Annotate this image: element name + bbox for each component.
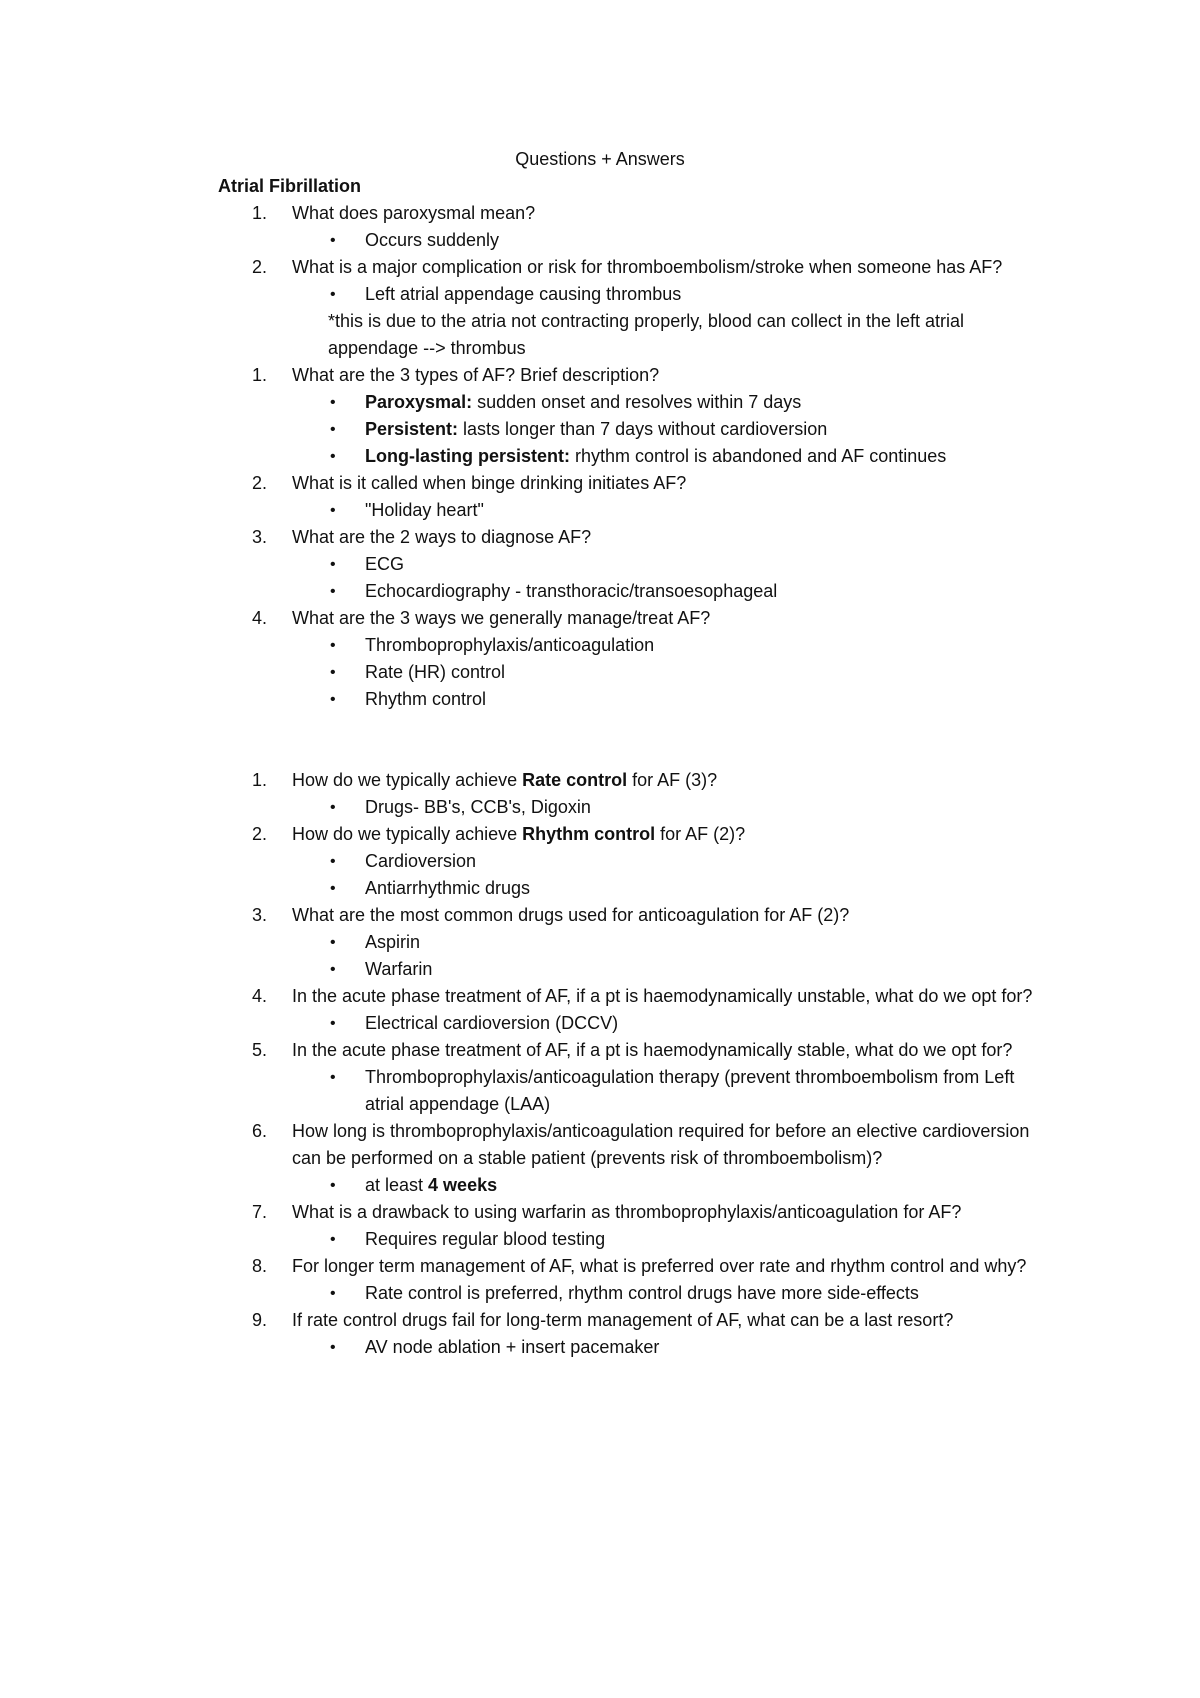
question-number: 2. — [252, 824, 268, 844]
question-item — [252, 200, 1052, 227]
question-item — [252, 524, 1052, 551]
question-item — [252, 1037, 1052, 1064]
bullet-icon: • — [330, 421, 336, 438]
answer-text: ECG — [365, 554, 405, 574]
answer-item — [330, 281, 1055, 308]
answer-text: Echocardiography - transthoracic/transoesophageal — [365, 581, 778, 601]
answer-term: Paroxysmal: — [365, 392, 473, 412]
answer-item — [330, 1064, 1055, 1118]
question-number: 2. — [252, 257, 268, 277]
bullet-icon: • — [330, 286, 336, 303]
bullet-icon: • — [330, 691, 336, 708]
question-number: 9. — [252, 1310, 268, 1330]
answer-item — [330, 659, 1055, 686]
question-item — [252, 1118, 1052, 1172]
document-title: Questions + Answers — [515, 149, 685, 169]
answer-item — [330, 389, 1055, 416]
question-number: 2. — [252, 473, 268, 493]
bullet-icon: • — [330, 232, 336, 249]
question-text: In the acute phase treatment of AF, if a pt is haemodynamically stable, what do we opt for? — [292, 1040, 1013, 1060]
question-text-end: for AF (2)? — [655, 824, 746, 844]
answer-text: Thromboprophylaxis/anticoagulation therapy (prevent thromboembolism from Left atrial appendage (LAA) — [365, 1067, 1015, 1114]
answer-text: Warfarin — [365, 959, 433, 979]
question-item — [252, 983, 1052, 1010]
answer-text: lasts longer than 7 days without cardioversion — [458, 419, 828, 439]
question-number: 1. — [252, 365, 268, 385]
question-text: What is a drawback to using warfarin as thromboprophylaxis/anticoagulation for AF? — [292, 1202, 962, 1222]
question-number: 8. — [252, 1256, 268, 1276]
bullet-icon: • — [330, 799, 336, 816]
bullet-icon: • — [330, 880, 336, 897]
question-emphasis: Rhythm control — [522, 824, 656, 844]
answer-text: Thromboprophylaxis/anticoagulation — [365, 635, 655, 655]
bullet-icon: • — [330, 1231, 336, 1248]
answer-item — [330, 1172, 1055, 1199]
question-text: What does paroxysmal mean? — [292, 203, 536, 223]
bullet-icon: • — [330, 1177, 336, 1194]
question-number: 5. — [252, 1040, 268, 1060]
answer-item — [330, 794, 1055, 821]
answer-item — [330, 551, 1055, 578]
bullet-icon: • — [330, 583, 336, 600]
answer-item — [330, 632, 1055, 659]
answer-item — [330, 443, 1055, 470]
answer-emphasis: 4 weeks — [428, 1175, 498, 1195]
question-text: What are the most common drugs used for anticoagulation for AF (2)? — [292, 905, 850, 925]
question-text: How long is thromboprophylaxis/anticoagulation required for before an elective cardioversion can be performed on a stable patient (prevents risk of thromboembolism)? — [292, 1121, 1030, 1168]
bullet-icon: • — [330, 637, 336, 654]
answer-item — [330, 1280, 1055, 1307]
question-text-end: for AF (3)? — [627, 770, 718, 790]
answer-text: rhythm control is abandoned and AF continues — [570, 446, 947, 466]
answer-text: Antiarrhythmic drugs — [365, 878, 531, 898]
answer-term: Long-lasting persistent: — [365, 446, 571, 466]
answer-item — [330, 416, 1055, 443]
question-number: 3. — [252, 527, 268, 547]
question-number: 1. — [252, 770, 268, 790]
question-number: 4. — [252, 608, 268, 628]
answer-text: Cardioversion — [365, 851, 477, 871]
bullet-icon: • — [330, 853, 336, 870]
answer-item — [330, 686, 1055, 713]
bullet-icon: • — [330, 394, 336, 411]
question-text: What is a major complication or risk for thromboembolism/stroke when someone has AF? — [292, 257, 1003, 277]
question-number: 6. — [252, 1121, 268, 1141]
answer-note: *this is due to the atria not contracting properly, blood can collect in the left atrial appendage --> thrombus — [328, 311, 965, 358]
question-number: 7. — [252, 1202, 268, 1222]
question-number: 4. — [252, 986, 268, 1006]
answer-text: Requires regular blood testing — [365, 1229, 606, 1249]
bullet-icon: • — [330, 556, 336, 573]
question-text: If rate control drugs fail for long-term management of AF, what can be a last resort? — [292, 1310, 954, 1330]
answer-term: Persistent: — [365, 419, 459, 439]
answer-item — [330, 875, 1055, 902]
qa-list — [0, 200, 1200, 1361]
question-emphasis: Rate control — [522, 770, 628, 790]
question-item — [252, 902, 1052, 929]
answer-item — [330, 1226, 1055, 1253]
answer-text: Rhythm control — [365, 689, 487, 709]
question-text: What is it called when binge drinking initiates AF? — [292, 473, 687, 493]
question-text: How do we typically achieve — [292, 824, 523, 844]
question-text: In the acute phase treatment of AF, if a pt is haemodynamically unstable, what do we opt for? — [292, 986, 1033, 1006]
bullet-icon: • — [330, 448, 336, 465]
bullet-icon: • — [330, 1069, 336, 1086]
answer-text: Rate (HR) control — [365, 662, 506, 682]
answer-text: sudden onset and resolves within 7 days — [472, 392, 802, 412]
answer-item — [330, 1334, 1055, 1361]
answer-text: "Holiday heart" — [365, 500, 484, 520]
answer-item — [330, 848, 1055, 875]
question-text: What are the 3 ways we generally manage/treat AF? — [292, 608, 711, 628]
answer-item — [330, 929, 1055, 956]
bullet-icon: • — [330, 1015, 336, 1032]
answer-text: Aspirin — [365, 932, 421, 952]
answer-item — [330, 1010, 1055, 1037]
question-item — [252, 767, 1052, 794]
question-item — [252, 254, 1052, 281]
answer-text: Drugs- BB's, CCB's, Digoxin — [365, 797, 591, 817]
bullet-icon: • — [330, 1285, 336, 1302]
bullet-icon: • — [330, 502, 336, 519]
answer-item — [330, 227, 1055, 254]
question-number: 1. — [252, 203, 268, 223]
question-text: For longer term management of AF, what is preferred over rate and rhythm control and why? — [292, 1256, 1027, 1276]
question-item — [252, 1253, 1052, 1280]
question-item — [252, 362, 1052, 389]
question-number: 3. — [252, 905, 268, 925]
answer-text: AV node ablation + insert pacemaker — [365, 1337, 660, 1357]
bullet-icon: • — [330, 1339, 336, 1356]
bullet-icon: • — [330, 934, 336, 951]
question-text: What are the 2 ways to diagnose AF? — [292, 527, 592, 547]
bullet-icon: • — [330, 961, 336, 978]
answer-item — [330, 578, 1055, 605]
question-item — [252, 821, 1052, 848]
question-item — [252, 605, 1052, 632]
answer-item — [330, 497, 1055, 524]
section-gap — [0, 713, 1200, 767]
question-item — [252, 1199, 1052, 1226]
section-heading: Atrial Fibrillation — [218, 176, 362, 196]
answer-text: Left atrial appendage causing thrombus — [365, 284, 682, 304]
bullet-icon: • — [330, 664, 336, 681]
answer-item — [330, 956, 1055, 983]
answer-text: Electrical cardioversion (DCCV) — [365, 1013, 619, 1033]
question-item — [252, 1307, 1052, 1334]
question-item — [252, 470, 1052, 497]
answer-text: Occurs suddenly — [365, 230, 500, 250]
question-text: What are the 3 types of AF? Brief description? — [292, 365, 660, 385]
question-text: How do we typically achieve — [292, 770, 523, 790]
answer-text: Rate control is preferred, rhythm control drugs have more side-effects — [365, 1283, 919, 1303]
answer-text: at least — [365, 1175, 429, 1195]
